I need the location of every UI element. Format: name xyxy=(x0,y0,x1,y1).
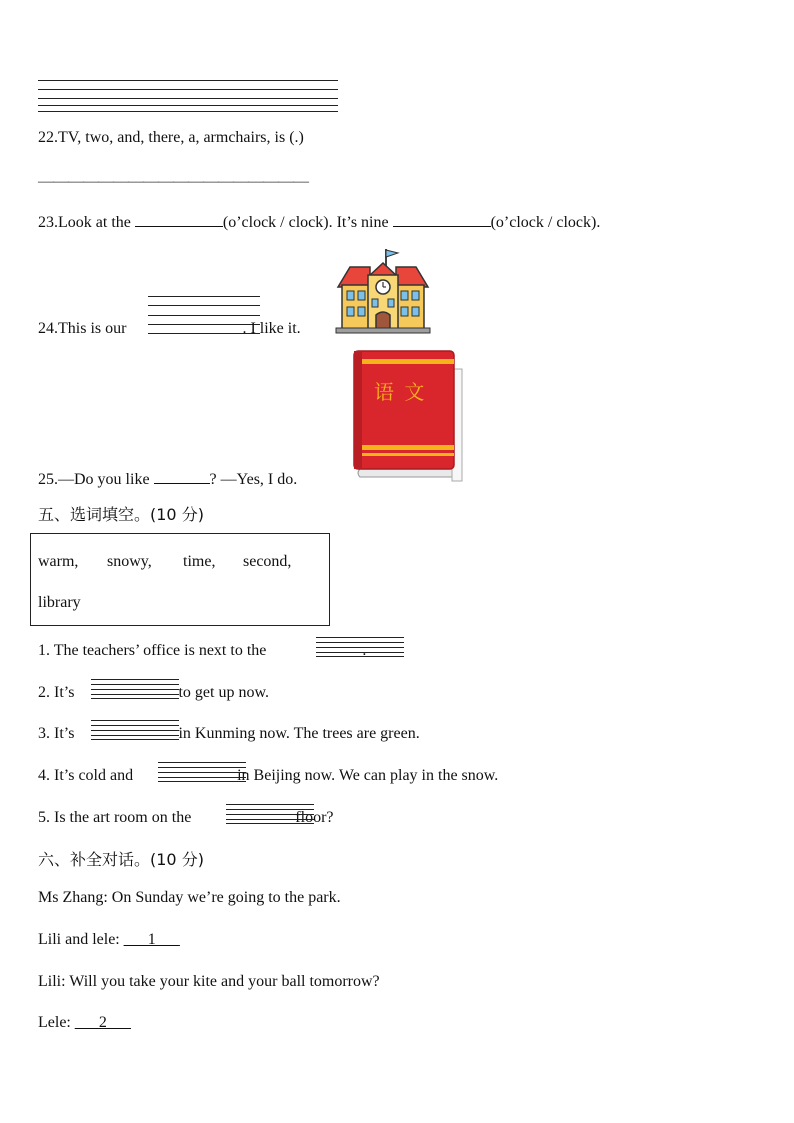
dialogue-answer-blank-2[interactable]: ___2___ xyxy=(74,1014,131,1031)
section-5-heading: 五、选词填空。(10 分) xyxy=(38,505,204,524)
question-22: 22.TV, two, and, there, a, armchairs, is (.) xyxy=(38,129,304,146)
fill-blank-3[interactable] xyxy=(91,720,179,740)
fill-item-4 xyxy=(38,767,498,785)
dialogue-text: On Sunday we’re going to the park. xyxy=(111,889,341,906)
question-25-before: 25.—Do you like xyxy=(38,471,154,488)
dialogue-speaker: Lele: xyxy=(38,1014,75,1031)
fill-item-text: in Kunming now. The trees are green. xyxy=(174,725,420,742)
dialogue-speaker: Lili: xyxy=(38,973,70,990)
question-22-answer-line[interactable]: —————————————————— xyxy=(38,173,308,190)
fill-item-text: 2. It’s xyxy=(38,684,79,701)
question-23-part1: 23.Look at the xyxy=(38,214,135,231)
word-bank-box xyxy=(30,533,330,626)
dialogue-line-1 xyxy=(38,889,341,907)
fill-item-text: to get up now. xyxy=(174,684,269,701)
fill-blank-5[interactable] xyxy=(226,804,314,824)
fill-blank-2[interactable] xyxy=(91,679,179,699)
section-6-heading: 六、补全对话。(10 分) xyxy=(38,850,204,869)
fill-item-text: in Beijing now. We can play in the snow. xyxy=(233,767,499,784)
word-bank-item: library xyxy=(38,594,81,611)
question-23-part3: (o’clock / clock). xyxy=(490,214,601,231)
dialogue-speaker: Lili and lele: xyxy=(38,931,124,948)
fill-item-text: 3. It’s xyxy=(38,725,79,742)
answer-line xyxy=(38,111,338,112)
answer-line xyxy=(38,105,338,106)
question-24-after: . I like it. xyxy=(242,320,301,337)
fill-blank-4[interactable] xyxy=(158,762,246,782)
book-title: 语 文 xyxy=(374,380,427,404)
word-bank-item: snowy, xyxy=(107,553,152,570)
dialogue-line-3 xyxy=(38,973,380,991)
question-23-part2: (o’clock / clock). It’s nine xyxy=(222,214,393,231)
dialogue-text: Will you take your kite and your ball tomorrow? xyxy=(69,973,380,990)
dialogue-line-2 xyxy=(38,931,180,949)
dialogue-line-4 xyxy=(38,1014,131,1032)
question-23-blank-2[interactable] xyxy=(393,212,491,227)
question-24 xyxy=(38,320,301,338)
question-23 xyxy=(38,212,600,232)
word-bank-item: second, xyxy=(243,553,292,570)
answer-line xyxy=(38,98,338,99)
fill-item-text: . xyxy=(362,642,367,659)
fill-item-text: 5. Is the art room on the xyxy=(38,809,196,826)
dialogue-speaker: Ms Zhang: xyxy=(38,889,112,906)
fill-item-text: floor? xyxy=(291,809,334,826)
fill-item-text: 4. It’s cold and xyxy=(38,767,138,784)
question-25-blank[interactable] xyxy=(154,469,210,484)
word-bank-item: time, xyxy=(183,553,216,570)
fill-item-text: 1. The teachers’ office is next to the xyxy=(38,642,271,659)
school-building-icon xyxy=(334,247,432,335)
chinese-book-icon xyxy=(352,349,464,483)
dialogue-answer-blank-1[interactable]: ___1___ xyxy=(123,931,180,948)
answer-line xyxy=(38,89,338,90)
question-24-before: 24.This is our xyxy=(38,320,131,337)
question-25 xyxy=(38,469,297,489)
word-bank-item: warm, xyxy=(38,553,79,570)
question-23-blank-1[interactable] xyxy=(135,212,223,227)
answer-line xyxy=(38,80,338,81)
question-25-after: ? —Yes, I do. xyxy=(209,471,298,488)
fill-blank-1[interactable] xyxy=(316,637,404,657)
